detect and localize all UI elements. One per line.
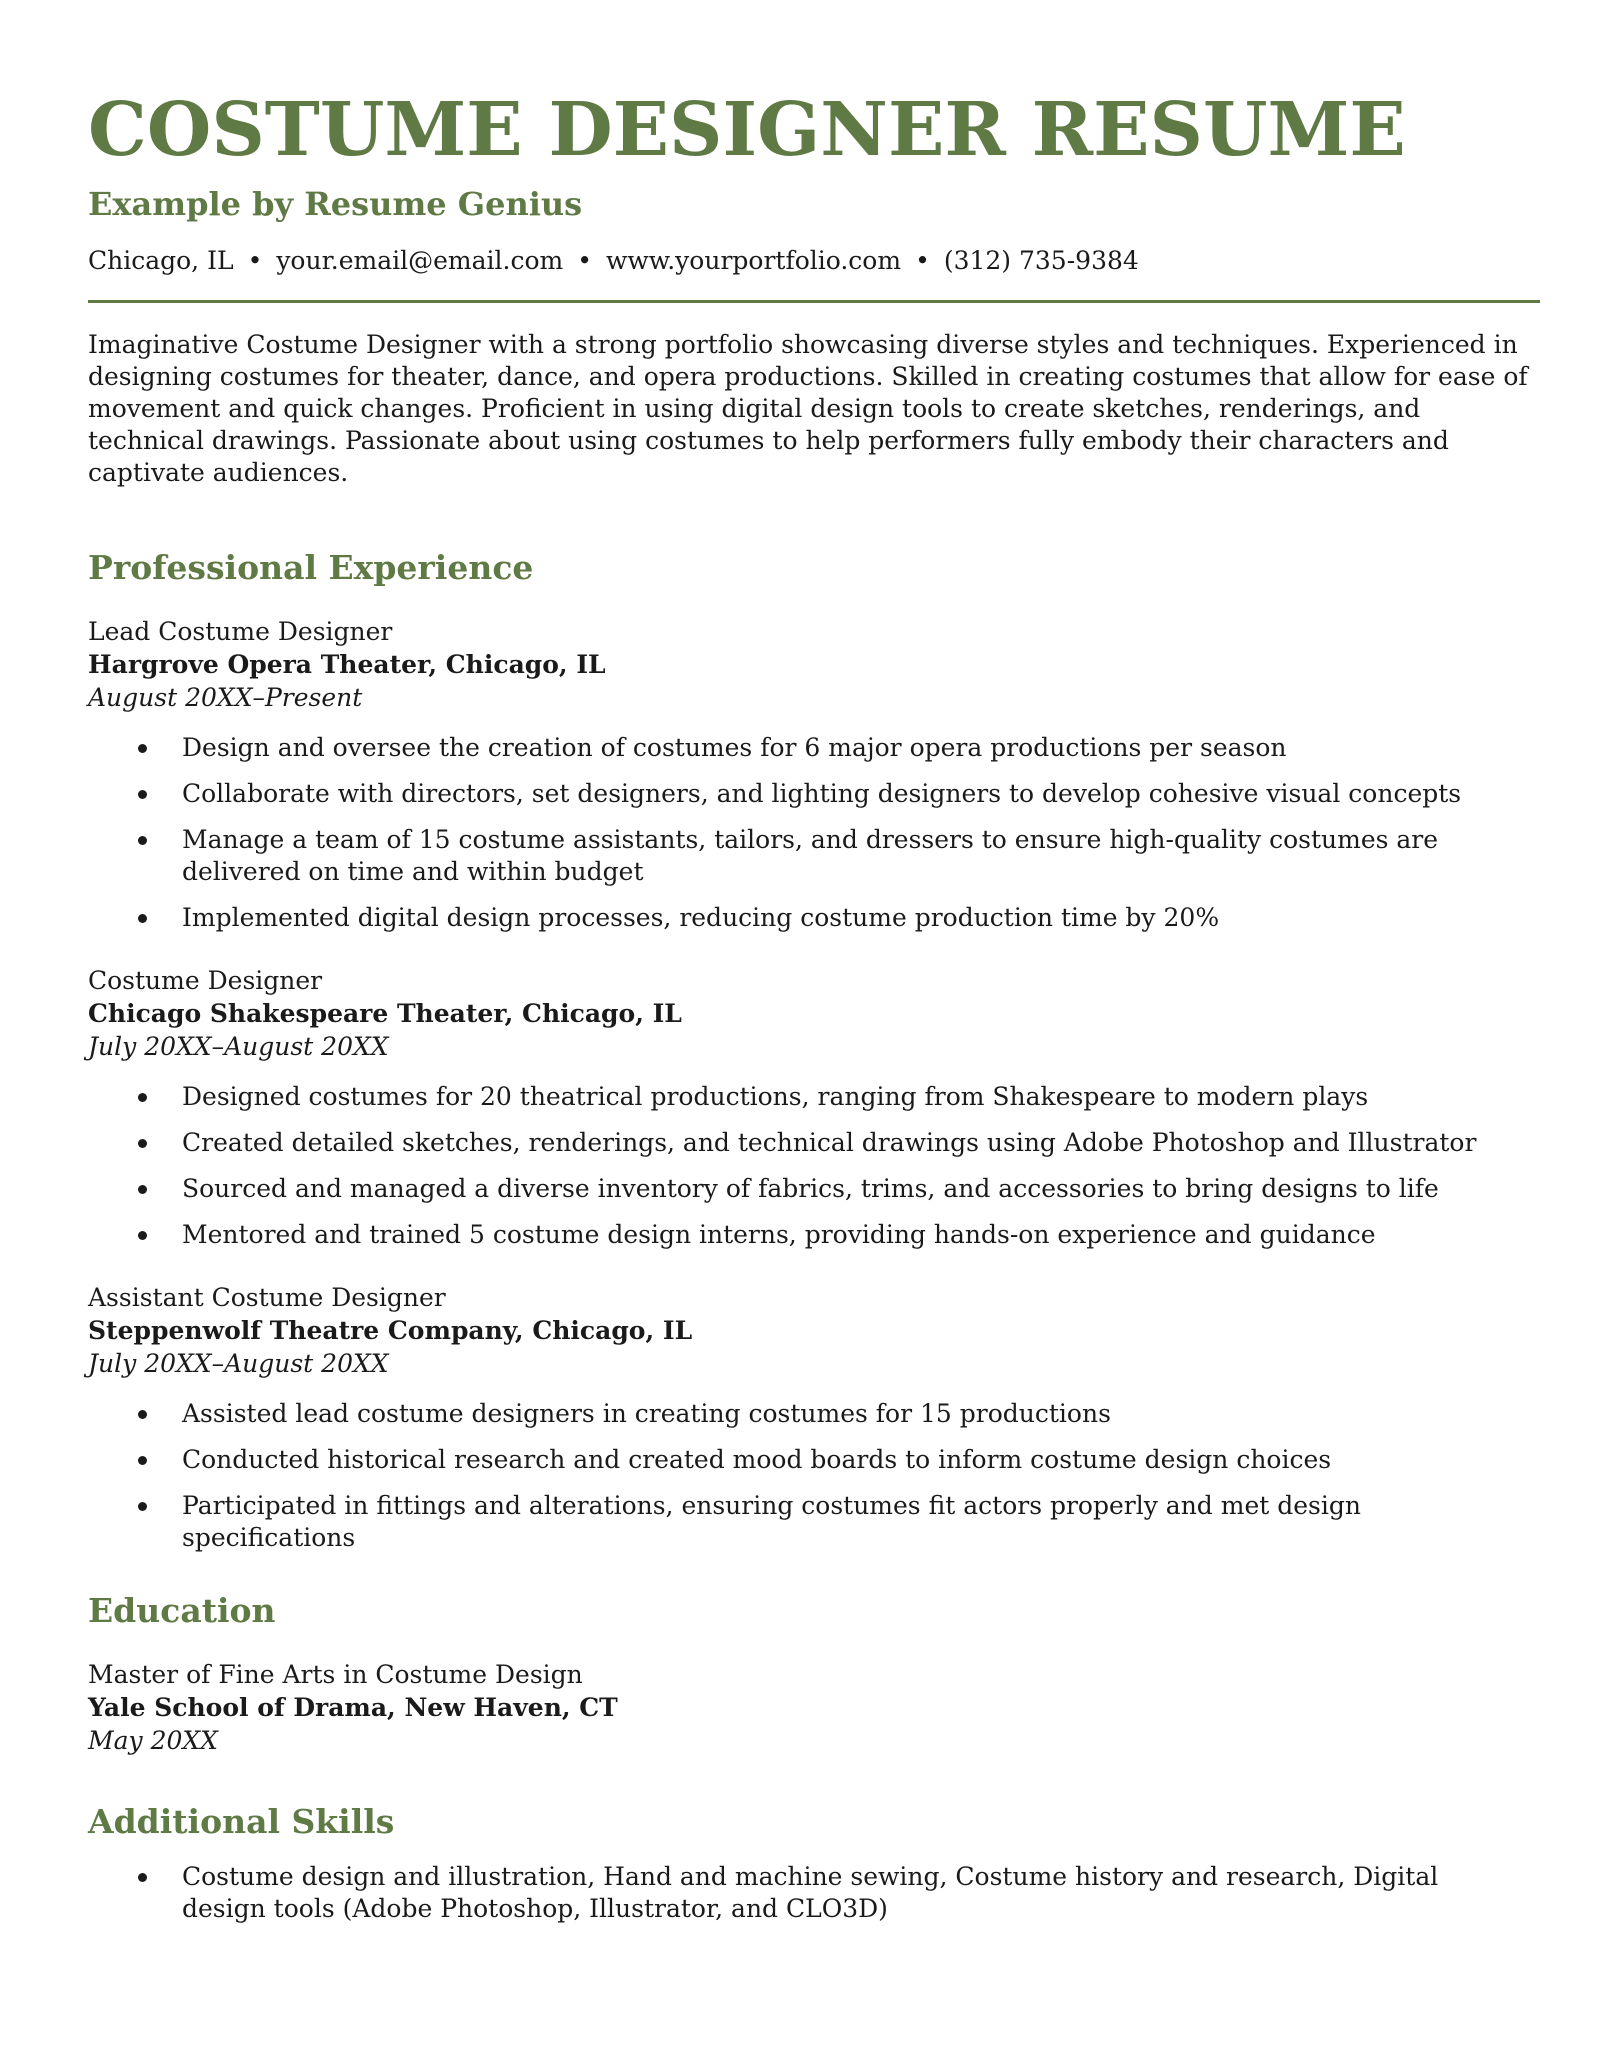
education-school: Yale School of Drama, New Haven, CT <box>88 1693 618 1722</box>
job-entry <box>88 1281 1540 1554</box>
bullet-item <box>88 1173 1483 1205</box>
bullet-text: Sourced and managed a diverse inventory of fabrics, trims, and accessories to bring designs to life <box>182 1174 1439 1203</box>
bullet-dot-icon <box>138 1456 147 1465</box>
skills-list <box>88 1861 1540 1925</box>
contact-separator: • <box>247 246 263 275</box>
bullet-dot-icon <box>138 1139 147 1148</box>
contact-line <box>88 244 1540 278</box>
resume-title: COSTUME DESIGNER RESUME <box>88 87 1406 173</box>
bullet-item <box>88 1219 1483 1251</box>
bullet-text: Implemented digital design processes, reducing costume production time by 20% <box>182 903 1220 932</box>
bullet-dot-icon <box>138 790 147 799</box>
section-heading-skills: Additional Skills <box>88 1802 395 1841</box>
header-divider <box>88 300 1540 303</box>
contact-separator: • <box>915 246 930 275</box>
bullet-text: Participated in fittings and alterations, ensuring costumes fit actors properly and met design specifications <box>182 1491 1361 1552</box>
bullet-dot-icon <box>138 1410 147 1419</box>
bullet-item <box>88 824 1483 888</box>
bullet-text: Assisted lead costume designers in creating costumes for 15 productions <box>182 1399 1111 1428</box>
job-entry <box>88 615 1540 934</box>
summary-paragraph: Imaginative Costume Designer with a strong portfolio showcasing diverse styles and techniques. Experienced in designing costumes for theater, dance, and opera productions. Skilled in creating costumes that allow for ease of movement and quick changes. Proficient in using digital design tools to create sketches, renderings, and technical drawings. Passionate about using costumes to help performers fully embody their characters and captivate audiences. <box>88 330 1528 487</box>
bullet-dot-icon <box>138 744 147 753</box>
bullet-text: Designed costumes for 20 theatrical productions, ranging from Shakespeare to modern plays <box>182 1082 1369 1111</box>
job-date: July 20XX–August 20XX <box>88 1032 389 1061</box>
bullet-item <box>88 1861 1483 1925</box>
job-date: July 20XX–August 20XX <box>88 1349 389 1378</box>
job-role: Assistant Costume Designer <box>88 1283 446 1312</box>
bullet-item <box>88 732 1483 764</box>
job-date: August 20XX–Present <box>88 683 363 712</box>
job-bullets <box>88 732 1540 934</box>
education-date: May 20XX <box>88 1726 218 1755</box>
bullet-dot-icon <box>138 914 147 923</box>
bullet-item <box>88 1127 1483 1159</box>
job-organization: Hargrove Opera Theater, Chicago, IL <box>88 650 606 679</box>
bullet-text: Design and oversee the creation of costumes for 6 major opera productions per season <box>182 733 1287 762</box>
bullet-dot-icon <box>138 1502 147 1511</box>
bullet-text: Collaborate with directors, set designers, and lighting designers to develop cohesive visual concepts <box>182 779 1462 808</box>
bullet-item <box>88 1081 1483 1113</box>
bullet-item <box>88 902 1483 934</box>
bullet-item <box>88 1444 1483 1476</box>
education-degree: Master of Fine Arts in Costume Design <box>88 1660 583 1689</box>
bullet-text: Created detailed sketches, renderings, and technical drawings using Adobe Photoshop and Illustrator <box>182 1128 1477 1157</box>
bullet-dot-icon <box>138 1231 147 1240</box>
job-bullets <box>88 1398 1540 1554</box>
contact-separator: • <box>577 246 592 275</box>
contact-website[interactable]: www.yourportfolio.com <box>606 246 902 275</box>
section-heading-education: Education <box>88 1591 276 1630</box>
bullet-item <box>88 778 1483 810</box>
resume-subtitle: Example by Resume Genius <box>88 185 583 223</box>
education-entry <box>88 1658 1540 1757</box>
section-heading-experience: Professional Experience <box>88 548 534 587</box>
bullet-item <box>88 1398 1483 1430</box>
bullet-text: Costume design and illustration, Hand and machine sewing, Costume history and research, Digital design tools (Adobe Photoshop, Illustrator, and CLO3D) <box>182 1862 1439 1923</box>
bullet-dot-icon <box>138 1185 147 1194</box>
job-organization: Steppenwolf Theatre Company, Chicago, IL <box>88 1316 693 1345</box>
job-entry <box>88 964 1540 1251</box>
contact-email[interactable]: your.email@email.com <box>276 246 564 275</box>
bullet-text: Mentored and trained 5 costume design interns, providing hands-on experience and guidance <box>182 1220 1376 1249</box>
bullet-dot-icon <box>138 836 147 845</box>
bullet-dot-icon <box>138 1873 147 1882</box>
job-role: Costume Designer <box>88 966 323 995</box>
contact-phone: (312) 735-9384 <box>943 246 1139 275</box>
job-bullets <box>88 1081 1540 1251</box>
contact-location: Chicago, IL <box>88 246 234 275</box>
job-organization: Chicago Shakespeare Theater, Chicago, IL <box>88 999 682 1028</box>
bullet-item <box>88 1490 1483 1554</box>
bullet-text: Manage a team of 15 costume assistants, tailors, and dressers to ensure high-quality costumes are delivered on time and within budget <box>182 825 1439 886</box>
job-role: Lead Costume Designer <box>88 617 393 646</box>
bullet-text: Conducted historical research and created mood boards to inform costume design choices <box>182 1445 1332 1474</box>
bullet-dot-icon <box>138 1093 147 1102</box>
